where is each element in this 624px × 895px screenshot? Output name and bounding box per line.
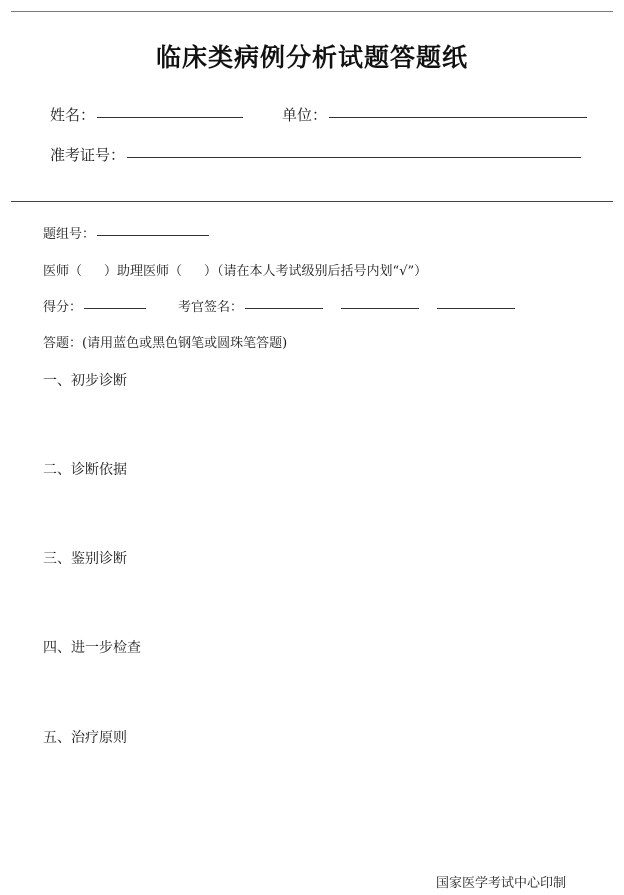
top-border-line <box>11 11 613 12</box>
examiner-signature-label: 考官签名： <box>178 300 244 315</box>
doctor-close-paren: ） <box>104 264 118 279</box>
assistant-doctor-label: 助理医师（ <box>117 264 183 279</box>
level-instruction: ）（请在本人考试级别后括号内划“√”） <box>204 264 428 279</box>
section-diagnostic-basis: 二、诊断依据 <box>43 462 127 478</box>
section-treatment-principles: 五、治疗原则 <box>43 730 127 746</box>
score-row <box>43 296 515 315</box>
page-title: 临床类病例分析试题答题纸 <box>155 43 468 72</box>
unit-field <box>282 104 587 125</box>
examiner-signature-blank-3[interactable] <box>437 307 515 309</box>
section-further-examination: 四、进一步检查 <box>43 640 141 656</box>
section-divider <box>11 201 613 202</box>
name-blank[interactable] <box>97 116 243 118</box>
group-number-blank[interactable] <box>97 234 209 236</box>
section-differential-diagnosis: 三、鉴别诊断 <box>43 551 127 567</box>
doctor-label: 医师（ <box>43 264 83 279</box>
score-blank[interactable] <box>84 307 146 309</box>
group-number-field <box>43 223 209 242</box>
group-number-label: 题组号： <box>43 227 96 242</box>
unit-label: 单位： <box>282 106 328 124</box>
section-preliminary-diagnosis: 一、初步诊断 <box>43 373 127 389</box>
examiner-signature-blank-2[interactable] <box>341 307 419 309</box>
examiner-signature-blank-1[interactable] <box>245 307 323 309</box>
score-label: 得分： <box>43 300 83 315</box>
footer-printer: 国家医学考试中心印制 <box>436 876 567 891</box>
exam-number-blank[interactable] <box>127 156 581 158</box>
answer-instruction: 答题：(请用蓝色或黑色钢笔或圆珠笔答题) <box>43 336 288 351</box>
exam-number-label: 准考证号： <box>50 146 126 164</box>
name-label: 姓名： <box>50 106 96 124</box>
name-field <box>50 104 243 125</box>
exam-level-row <box>43 260 427 279</box>
unit-blank[interactable] <box>329 116 587 118</box>
exam-number-field <box>50 144 581 165</box>
